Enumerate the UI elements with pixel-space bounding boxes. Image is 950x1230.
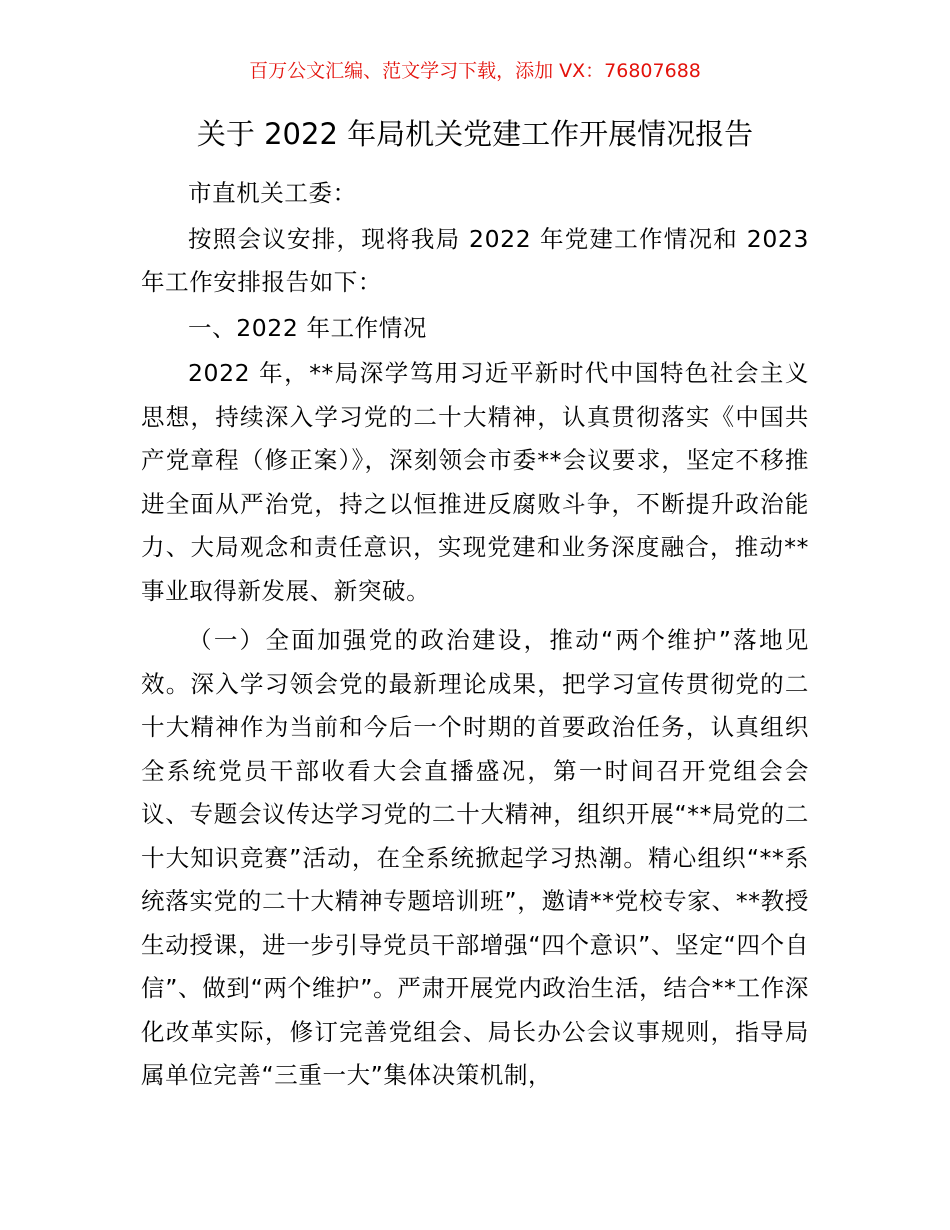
- body-paragraph: （一）全面加强党的政治建设，推动“两个维护”落地见效。深入学习领会党的最新理论成果，把学习宣传贯彻党的二十大精神作为当前和今后一个时期的首要政治任务，认真组织全系统党员干部收看大会直播盛况，第一时间召开党组会会议、专题会议传达学习党的二十大精神，组织开展“**局党的二十大知识竞赛”活动，在全系统掀起学习热潮。精心组织“**系统落实党的二十大精神专题培训班”，邀请**党校专家、**教授生动授课，进一步引导党员干部增强“四个意识”、坚定“四个自信”、做到“两个维护”。严肃开展党内政治生活，结合**工作深化改革实际，修订完善党组会、局长办公会议事规则，指导局属单位完善“三重一大”集体决策机制，: [141, 626, 809, 1089]
- document-body: [141, 172, 809, 1100]
- salutation: 市直机关工委：: [188, 179, 357, 207]
- watermark-banner: 百万公文汇编、范文学习下载，添加 VX：76807688: [249, 60, 701, 82]
- body-paragraph: 2022 年，**局深学笃用习近平新时代中国特色社会主义思想，持续深入学习党的二十大精神，认真贯彻落实《中国共产党章程（修正案）》，深刻领会市委**会议要求，坚定不移推进全面从严治党，持之以恒推进反腐败斗争，不断提升政治能力、大局观念和责任意识，实现党建和业务深度融合，推动**事业取得新发展、新突破。: [141, 359, 809, 605]
- intro-paragraph: 按照会议安排，现将我局 2022 年党建工作情况和 2023 年工作安排报告如下：: [141, 224, 809, 296]
- page-title: 关于 2022 年局机关党建工作开展情况报告: [196, 117, 754, 151]
- section-heading: 一、2022 年工作情况: [188, 313, 427, 342]
